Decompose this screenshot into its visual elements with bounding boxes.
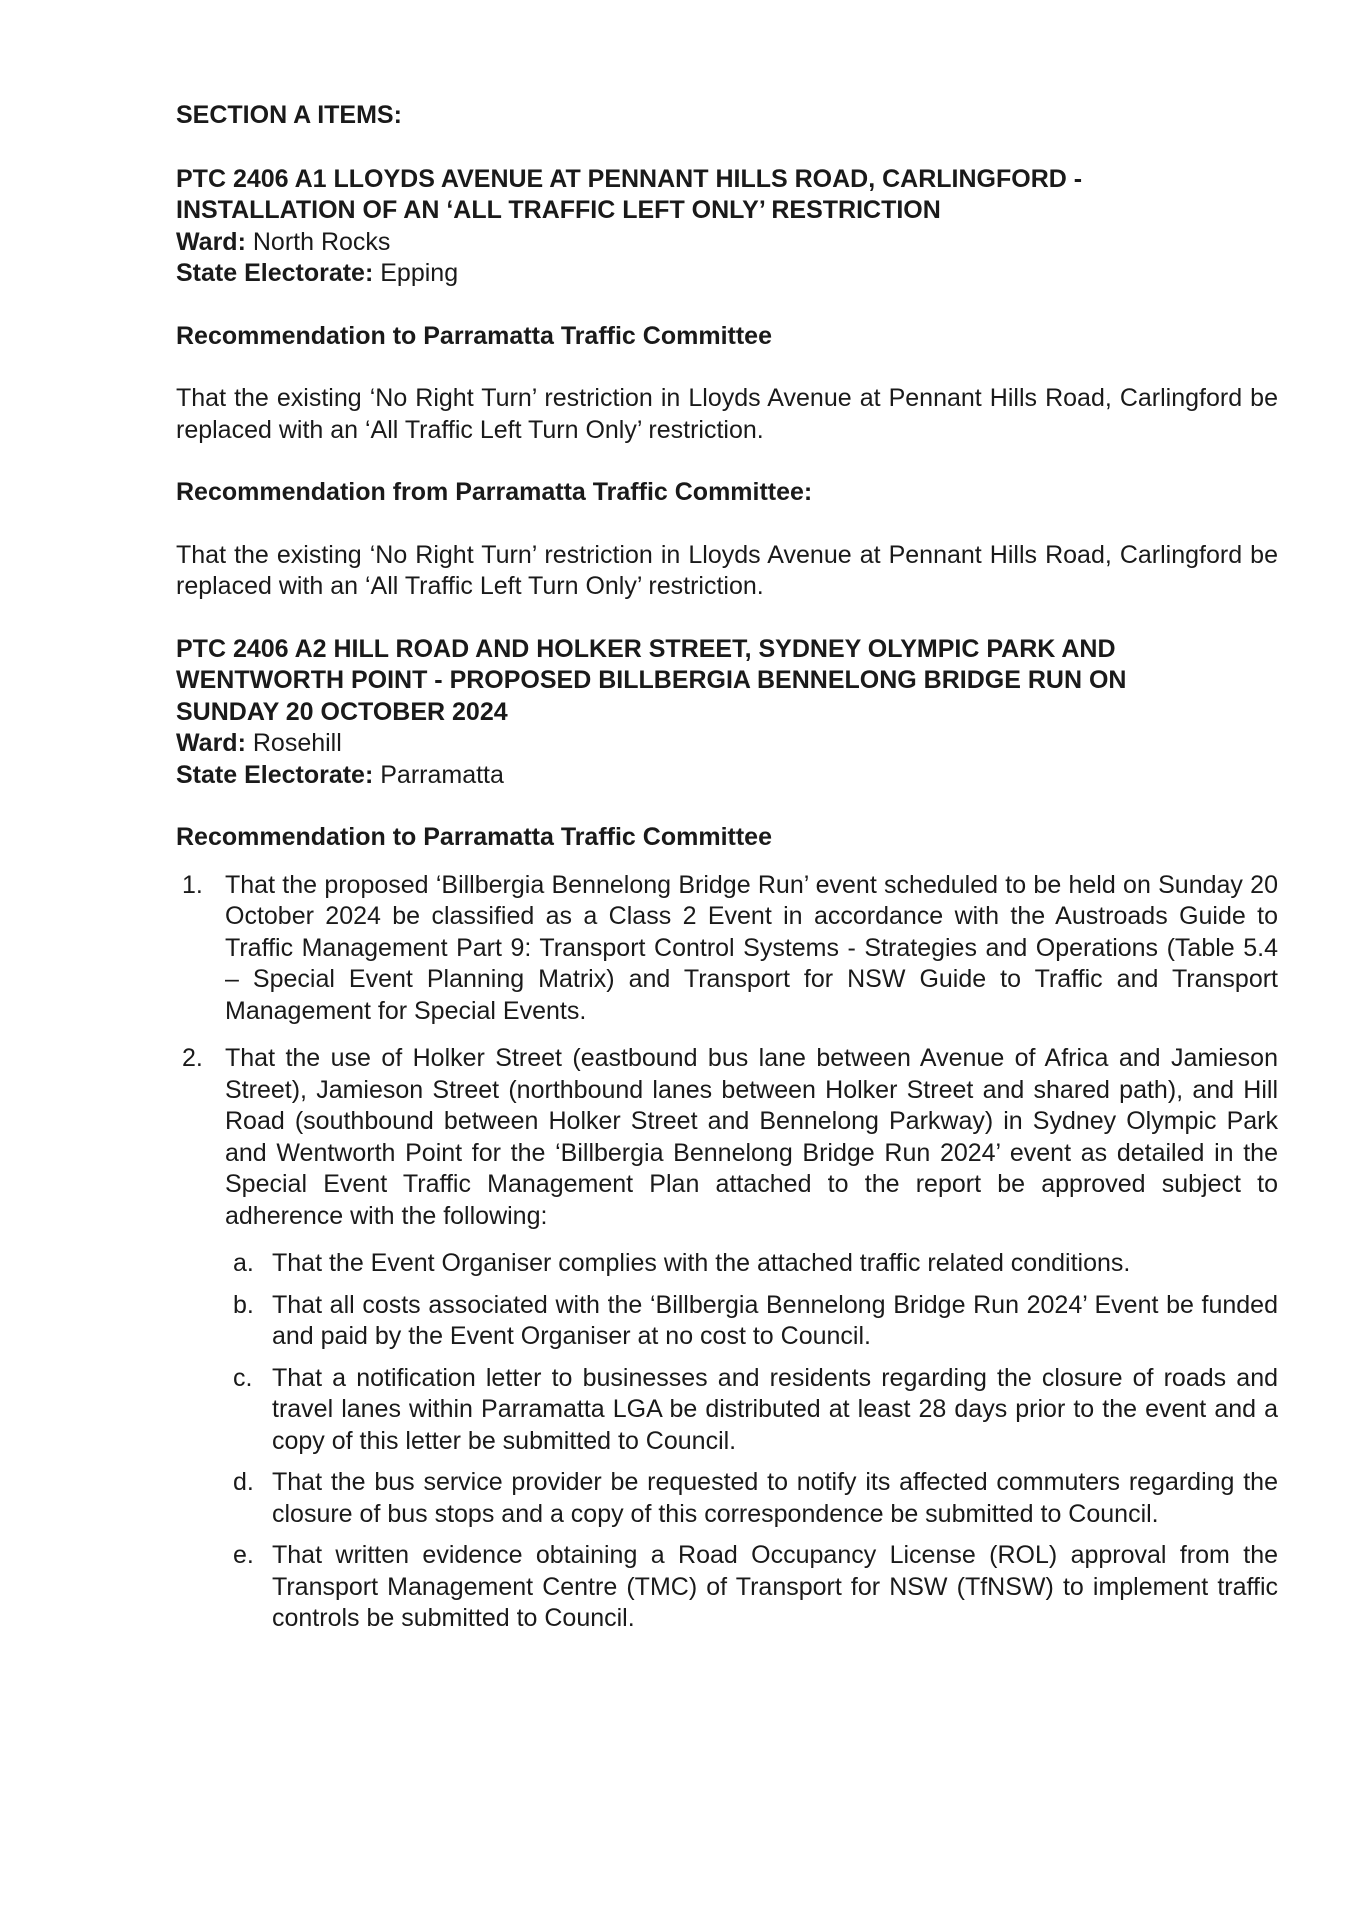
agenda-item-a1 [176,164,1278,603]
sublist-letter: c. [233,1363,253,1392]
recommendation-to-heading: Recommendation to Parramatta Traffic Committee [176,823,772,851]
sublist-item [176,1290,1278,1353]
sublist-letter: b. [233,1290,254,1319]
item-title-line: INSTALLATION OF AN ‘ALL TRAFFIC LEFT ONLY’ RESTRICTION [176,196,941,224]
sublist-letter: d. [233,1468,254,1496]
electorate-line [176,760,1278,792]
list-number: 2. [182,1044,203,1072]
agenda-item-a2 [176,634,1278,1635]
sublist-item-text: That a notification letter to businesses and residents regarding the closure of roads and travel lanes within Parramatta LGA be distributed at least 28 days prior to the event and a copy of this letter be submitted to Council. [272,1363,1278,1455]
list-item [176,1043,1278,1232]
list-number: 1. [182,870,203,899]
item-title [176,634,1278,729]
electorate-value: Epping [380,259,459,287]
item-title-line: PTC 2406 A2 HILL ROAD AND HOLKER STREET, SYDNEY OLYMPIC PARK AND [176,634,1116,663]
ward-value: Rosehill [252,729,342,757]
electorate-line [176,258,1278,290]
sublist-item [176,1363,1278,1458]
list-item [176,870,1278,1028]
sublist-item-text: That the Event Organiser complies with the attached traffic related conditions. [272,1249,1131,1277]
sublist-letter: a. [233,1249,254,1277]
section-heading: SECTION A ITEMS: [176,101,402,129]
recommendation-from-text: That the existing ‘No Right Turn’ restriction in Lloyds Avenue at Pennant Hills Road, Carlingford be replaced with an ‘All Traffic Left Turn Only’ restriction. [176,540,1278,600]
sublist-item-text: That written evidence obtaining a Road Occupancy License (ROL) approval from the Transport Management Centre (TMC) of Transport for NSW (TfNSW) to implement traffic controls be submitted to Council. [272,1541,1278,1632]
lettered-list [176,1248,1278,1635]
electorate-label: State Electorate: [176,259,374,287]
sublist-letter: e. [233,1541,254,1569]
ward-line [176,728,1278,760]
list-item-text: That the proposed ‘Billbergia Bennelong Bridge Run’ event scheduled to be held on Sunday 20 October 2024 be classified as a Class 2 Event in accordance with the Austroads Guide to Traffic Management Part 9: Transport Control Systems - Strategies and Operations (Table 5.4 – Special Event Planning Matrix) and Transport for NSW Guide to Traffic and Transport Management for Special Events. [225,870,1278,1025]
ward-label: Ward: [176,227,246,256]
recommendation-to-text: That the existing ‘No Right Turn’ restriction in Lloyds Avenue at Pennant Hills Road, Carlingford be replaced with an ‘All Traffic Left Turn Only’ restriction. [176,384,1278,444]
recommendation-to-heading: Recommendation to Parramatta Traffic Committee [176,321,772,350]
electorate-value: Parramatta [380,760,504,789]
sublist-item [176,1540,1278,1635]
item-title [176,164,1278,227]
sublist-item [176,1248,1278,1280]
item-title-line: WENTWORTH POINT - PROPOSED BILLBERGIA BENNELONG BRIDGE RUN ON [176,666,1127,694]
ward-value: North Rocks [252,227,391,256]
ward-label: Ward: [176,729,246,757]
list-item-text: That the use of Holker Street (eastbound bus lane between Avenue of Africa and Jamieson Street), Jamieson Street (northbound lanes between Holker Street and shared path), and Hill Road (southbound between Holker Street and Bennelong Parkway) in Sydney Olympic Park and Wentworth Point for the ‘Billbergia Bennelong Bridge Run 2024’ event as detailed in the Special Event Traffic Management Plan attached to the report be approved subject to adherence with the following: [225,1044,1278,1230]
document-page [176,100,1278,1635]
sublist-item-text: That all costs associated with the ‘Billbergia Bennelong Bridge Run 2024’ Event be funded and paid by the Event Organiser at no cost to Council. [272,1290,1278,1350]
item-title-line: SUNDAY 20 OCTOBER 2024 [176,697,508,726]
ward-line [176,227,1278,259]
electorate-label: State Electorate: [176,760,374,789]
item-title-line: PTC 2406 A1 LLOYDS AVENUE AT PENNANT HILLS ROAD, CARLINGFORD - [176,164,1083,193]
recommendation-from-heading: Recommendation from Parramatta Traffic Committee: [176,478,813,506]
sublist-item-text: That the bus service provider be requested to notify its affected commuters regarding the closure of bus stops and a copy of this correspondence be submitted to Council. [272,1468,1278,1528]
numbered-list [176,870,1278,1233]
sublist-item [176,1467,1278,1530]
